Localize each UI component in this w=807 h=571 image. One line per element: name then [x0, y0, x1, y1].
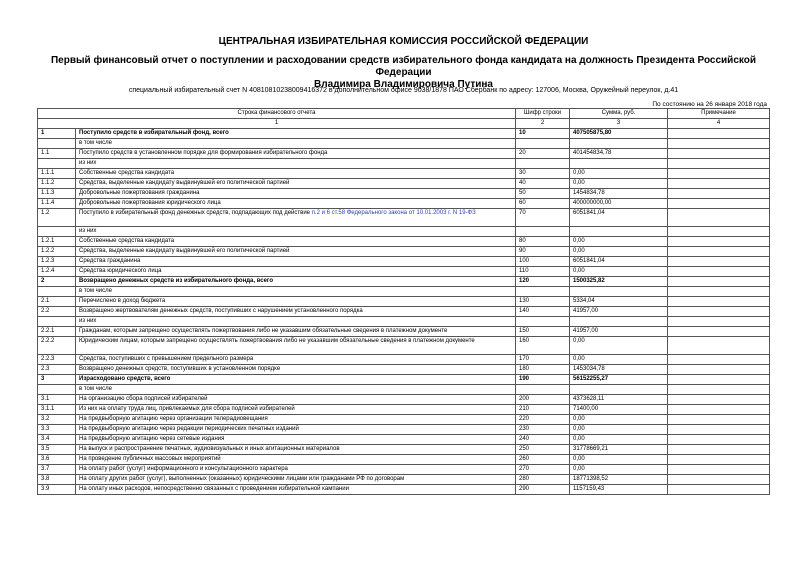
row-name: [76, 159, 516, 169]
header-num-3: 3: [570, 119, 668, 129]
row-name-text: Из них на оплату труда лиц, привлекаемых для сбора подписей избирателей: [79, 406, 295, 412]
row-code: 70: [516, 209, 570, 227]
table-row: [38, 129, 770, 139]
law-reference-link[interactable]: п.2 и 6 ст.58 Федерального закона от 10.01.2003 г. N 19-ФЗ: [311, 210, 476, 216]
row-sum: 6051841,04: [570, 257, 668, 267]
report-title: [40, 55, 767, 91]
table-row: [38, 267, 770, 277]
row-name-text: Добровольные пожертвования юридического лица: [79, 200, 221, 206]
row-code: 80: [516, 237, 570, 247]
row-code: 270: [516, 465, 570, 475]
row-name: [76, 277, 516, 287]
table-row: [38, 425, 770, 435]
row-note: [668, 139, 770, 149]
row-number: 1.2.2: [38, 247, 76, 257]
row-name: [76, 385, 516, 395]
row-name-text: Гражданам, которым запрещено осуществлять пожертвования либо не указавшим обязательные сведения в платежном документе: [79, 328, 448, 334]
row-code: 250: [516, 445, 570, 455]
table-header-row: [38, 109, 770, 119]
row-sum: [570, 385, 668, 395]
row-note: [668, 267, 770, 277]
row-number: 3.2: [38, 415, 76, 425]
row-note: [668, 149, 770, 159]
row-code: [516, 227, 570, 237]
row-name-text: из них: [79, 318, 97, 324]
row-name: [76, 365, 516, 375]
row-name-text: На предвыборную агитацию через редакции периодических печатных изданий: [79, 426, 299, 432]
row-code: 40: [516, 179, 570, 189]
row-code: 60: [516, 199, 570, 209]
row-name-text: Средства юридического лица: [79, 268, 162, 274]
row-name-text: На предвыборную агитацию через организации телерадиовещания: [79, 416, 268, 422]
row-code: 140: [516, 307, 570, 317]
row-name: [76, 149, 516, 159]
row-note: [668, 317, 770, 327]
row-name: [76, 247, 516, 257]
row-name: [76, 355, 516, 365]
row-name: [76, 455, 516, 465]
row-name: [76, 425, 516, 435]
row-sum: 18771398,52: [570, 475, 668, 485]
row-name-text: в том числе: [79, 140, 112, 146]
table-row: [38, 337, 770, 355]
row-name: [76, 327, 516, 337]
row-name: [76, 169, 516, 179]
row-note: [668, 455, 770, 465]
row-note: [668, 435, 770, 445]
header-line: Строка финансового отчета: [38, 109, 516, 119]
row-sum: 41957,00: [570, 327, 668, 337]
row-code: 200: [516, 395, 570, 405]
table-row: [38, 307, 770, 317]
table-row: [38, 247, 770, 257]
row-name-text: На организацию сбора подписей избирателей: [79, 396, 208, 402]
row-sum: 1500325,82: [570, 277, 668, 287]
row-name-text: На проведение публичных массовых мероприятий: [79, 456, 221, 462]
row-number: 1.2.4: [38, 267, 76, 277]
row-note: [668, 485, 770, 495]
row-note: [668, 297, 770, 307]
row-code: 30: [516, 169, 570, 179]
row-name-text: Средства, выделенные кандидату выдвинувшей его политической партией: [79, 180, 290, 186]
table-row: [38, 327, 770, 337]
row-name: [76, 337, 516, 355]
report-title-line2: Владимира Владимировича Путина: [314, 79, 493, 90]
row-name-text: Возвращено денежных средств, поступивших в установленном порядке: [79, 366, 281, 372]
row-note: [668, 445, 770, 455]
row-name: [76, 209, 516, 227]
row-name: [76, 129, 516, 139]
row-sum: [570, 139, 668, 149]
row-number: 1.1.4: [38, 199, 76, 209]
table-row: [38, 237, 770, 247]
row-number: 2: [38, 277, 76, 287]
table-row: [38, 287, 770, 297]
row-number: 3: [38, 375, 76, 385]
table-row: [38, 385, 770, 395]
row-number: 3.3: [38, 425, 76, 435]
row-name-text: Возвращено денежных средств из избирательного фонда, всего: [79, 278, 273, 284]
row-code: 240: [516, 435, 570, 445]
row-name: [76, 297, 516, 307]
row-code: 100: [516, 257, 570, 267]
table-row: [38, 375, 770, 385]
row-number: [38, 159, 76, 169]
row-number: 3.1: [38, 395, 76, 405]
row-note: [668, 129, 770, 139]
row-note: [668, 237, 770, 247]
row-number: 1.2.3: [38, 257, 76, 267]
row-name: [76, 317, 516, 327]
row-sum: 0,00: [570, 237, 668, 247]
row-sum: 0,00: [570, 247, 668, 257]
table-row: [38, 169, 770, 179]
row-number: 2.3: [38, 365, 76, 375]
row-sum: 71400,00: [570, 405, 668, 415]
row-note: [668, 209, 770, 227]
row-number: 3.8: [38, 475, 76, 485]
row-sum: 31778669,21: [570, 445, 668, 455]
table-row: [38, 365, 770, 375]
table-row: [38, 179, 770, 189]
row-code: 10: [516, 129, 570, 139]
row-name: [76, 485, 516, 495]
row-sum: 4373628,11: [570, 395, 668, 405]
row-note: [668, 247, 770, 257]
row-name-text: Добровольные пожертвования гражданина: [79, 190, 200, 196]
row-name-text: Средства, выделенные кандидату выдвинувшей его политической партией: [79, 248, 290, 254]
row-name-text: Израсходовано средств, всего: [79, 376, 171, 382]
row-number: 1.1.1: [38, 169, 76, 179]
row-name-text: На оплату других работ (услуг), выполненных (оказанных) юридическими лицами или гражданами РФ по договорам: [79, 476, 405, 482]
row-code: 170: [516, 355, 570, 365]
table-row: [38, 405, 770, 415]
row-sum: 0,00: [570, 415, 668, 425]
row-number: 1: [38, 129, 76, 139]
row-number: 2.2.2: [38, 337, 76, 355]
row-code: 120: [516, 277, 570, 287]
row-sum: 0,00: [570, 465, 668, 475]
row-number: 1.2.1: [38, 237, 76, 247]
row-code: 160: [516, 337, 570, 355]
row-name: [76, 307, 516, 317]
row-name-text: Средства, поступивших с превышением предельного размера: [79, 356, 254, 362]
row-code: 150: [516, 327, 570, 337]
table-row: [38, 445, 770, 455]
row-number: 1.2: [38, 209, 76, 227]
row-note: [668, 169, 770, 179]
table-row: [38, 149, 770, 159]
row-name: [76, 405, 516, 415]
row-number: 2.2.1: [38, 327, 76, 337]
row-name: [76, 475, 516, 485]
row-code: [516, 159, 570, 169]
table-row: [38, 465, 770, 475]
row-note: [668, 415, 770, 425]
row-sum: 0,00: [570, 425, 668, 435]
table-row: [38, 485, 770, 495]
row-number: 2.1: [38, 297, 76, 307]
row-name-text: Юридическим лицам, которым запрещено осуществлять пожертвования либо не указавшим обязательные сведения в платежном документе: [79, 338, 475, 344]
table-row: [38, 159, 770, 169]
row-name: [76, 237, 516, 247]
row-sum: 56152255,27: [570, 375, 668, 385]
row-name-text: в том числе: [79, 386, 112, 392]
row-note: [668, 395, 770, 405]
as-of-date: По состоянию на 26 января 2018 года: [652, 101, 767, 108]
header-note: Примечание: [668, 109, 770, 119]
table-row: [38, 455, 770, 465]
row-number: 1.1: [38, 149, 76, 159]
row-number: [38, 385, 76, 395]
row-number: 1.1.3: [38, 189, 76, 199]
row-note: [668, 159, 770, 169]
row-name: [76, 445, 516, 455]
row-name: [76, 435, 516, 445]
row-number: 3.4: [38, 435, 76, 445]
row-name-text: Возвращено жертвователям денежных средств, поступивших с нарушением установленного порядка: [79, 308, 363, 314]
row-name-text: Средства гражданина: [79, 258, 141, 264]
row-name-text: Поступило в избирательный фонд денежных средств, подпадающих под действие: [79, 210, 311, 216]
row-number: 3.9: [38, 485, 76, 495]
row-note: [668, 179, 770, 189]
row-sum: 0,00: [570, 355, 668, 365]
row-sum: 0,00: [570, 435, 668, 445]
table-row: [38, 227, 770, 237]
header-num-1: 1: [38, 119, 516, 129]
row-code: 180: [516, 365, 570, 375]
table-row: [38, 475, 770, 485]
row-sum: [570, 227, 668, 237]
row-name: [76, 199, 516, 209]
row-note: [668, 257, 770, 267]
table-row: [38, 189, 770, 199]
row-note: [668, 365, 770, 375]
row-sum: 0,00: [570, 179, 668, 189]
organization-heading: ЦЕНТРАЛЬНАЯ ИЗБИРАТЕЛЬНАЯ КОМИССИЯ РОССИЙСКОЙ ФЕДЕРАЦИИ: [218, 36, 589, 47]
table-row: [38, 395, 770, 405]
row-code: 210: [516, 405, 570, 415]
row-name-text: из них: [79, 228, 97, 234]
table-row: [38, 435, 770, 445]
row-name-text: На предвыборную агитацию через сетевые издания: [79, 436, 225, 442]
table-row: [38, 209, 770, 227]
row-name-text: в том числе: [79, 288, 112, 294]
row-number: [38, 287, 76, 297]
row-code: [516, 317, 570, 327]
row-number: 1.1.2: [38, 179, 76, 189]
row-note: [668, 475, 770, 485]
row-note: [668, 327, 770, 337]
header-sum: Сумма, руб.: [570, 109, 668, 119]
row-code: [516, 385, 570, 395]
row-name: [76, 179, 516, 189]
row-sum: 1454834,78: [570, 189, 668, 199]
row-name: [76, 465, 516, 475]
table-row: [38, 317, 770, 327]
row-name: [76, 227, 516, 237]
row-code: 190: [516, 375, 570, 385]
row-note: [668, 337, 770, 355]
row-note: [668, 199, 770, 209]
account-info: специальный избирательный счет N 40810810238009416372 в дополнительном офисе 9038/1878 ПАО Сбербанк по адресу: 127006, Москва, Оружейный переулок, д.41: [128, 87, 679, 94]
row-note: [668, 385, 770, 395]
row-name-text: На выпуск и распространение печатных, аудиовизуальных и иных агитационных материалов: [79, 446, 340, 452]
row-sum: 400000000,00: [570, 199, 668, 209]
row-number: 3.6: [38, 455, 76, 465]
row-sum: 41957,00: [570, 307, 668, 317]
financial-report-table: [37, 108, 770, 495]
row-number: 2.2: [38, 307, 76, 317]
row-sum: 5334,04: [570, 297, 668, 307]
row-name-text: из них: [79, 160, 97, 166]
row-sum: 0,00: [570, 337, 668, 355]
row-sum: 0,00: [570, 455, 668, 465]
row-name: [76, 375, 516, 385]
row-code: 260: [516, 455, 570, 465]
row-code: 20: [516, 149, 570, 159]
table-row: [38, 415, 770, 425]
header-code: Шифр строки: [516, 109, 570, 119]
report-title-line1: Первый финансовый отчет о поступлении и расходовании средств избирательного фонда кандидата на должность Президента Российской Федерации: [50, 55, 757, 78]
row-name-text: Собственные средства кандидата: [79, 238, 175, 244]
row-number: [38, 139, 76, 149]
table-row: [38, 277, 770, 287]
row-code: 280: [516, 475, 570, 485]
row-name-text: Перечислено в доход бюджета: [79, 298, 166, 304]
row-note: [668, 189, 770, 199]
row-note: [668, 375, 770, 385]
table-row: [38, 297, 770, 307]
header-num-2: 2: [516, 119, 570, 129]
row-sum: 6051841,04: [570, 209, 668, 227]
row-number: [38, 317, 76, 327]
table-header-num-row: [38, 119, 770, 129]
row-sum: 1157159,43: [570, 485, 668, 495]
row-name: [76, 415, 516, 425]
row-sum: [570, 287, 668, 297]
row-code: 50: [516, 189, 570, 199]
row-sum: 407505875,80: [570, 129, 668, 139]
row-name-text: Поступило средств в установленном порядке для формирования избирательного фонда: [79, 150, 328, 156]
row-code: 290: [516, 485, 570, 495]
row-name-text: Собственные средства кандидата: [79, 170, 175, 176]
table-row: [38, 199, 770, 209]
row-name-text: На оплату иных расходов, непосредственно связанных с проведением избирательной кампании: [79, 486, 349, 492]
row-name-text: Поступило средств в избирательный фонд, всего: [79, 130, 229, 136]
row-name: [76, 139, 516, 149]
row-number: 2.2.3: [38, 355, 76, 365]
row-code: 110: [516, 267, 570, 277]
row-note: [668, 227, 770, 237]
table-row: [38, 355, 770, 365]
row-code: 130: [516, 297, 570, 307]
row-code: 220: [516, 415, 570, 425]
row-name-text: На оплату работ (услуг) информационного и консультационного характера: [79, 466, 288, 472]
row-sum: [570, 317, 668, 327]
row-note: [668, 277, 770, 287]
row-note: [668, 465, 770, 475]
row-note: [668, 405, 770, 415]
row-note: [668, 287, 770, 297]
row-number: 3.5: [38, 445, 76, 455]
row-sum: [570, 159, 668, 169]
row-name: [76, 257, 516, 267]
row-sum: 1453034,78: [570, 365, 668, 375]
row-number: 3.1.1: [38, 405, 76, 415]
table-row: [38, 257, 770, 267]
row-code: [516, 287, 570, 297]
row-number: 3.7: [38, 465, 76, 475]
header-num-4: 4: [668, 119, 770, 129]
row-code: 230: [516, 425, 570, 435]
row-number: [38, 227, 76, 237]
row-name: [76, 287, 516, 297]
row-note: [668, 307, 770, 317]
row-note: [668, 425, 770, 435]
row-note: [668, 355, 770, 365]
row-sum: 0,00: [570, 169, 668, 179]
row-code: 90: [516, 247, 570, 257]
row-name: [76, 189, 516, 199]
row-code: [516, 139, 570, 149]
table-row: [38, 139, 770, 149]
row-name: [76, 267, 516, 277]
row-sum: 0,00: [570, 267, 668, 277]
row-name: [76, 395, 516, 405]
row-sum: 401454834,78: [570, 149, 668, 159]
